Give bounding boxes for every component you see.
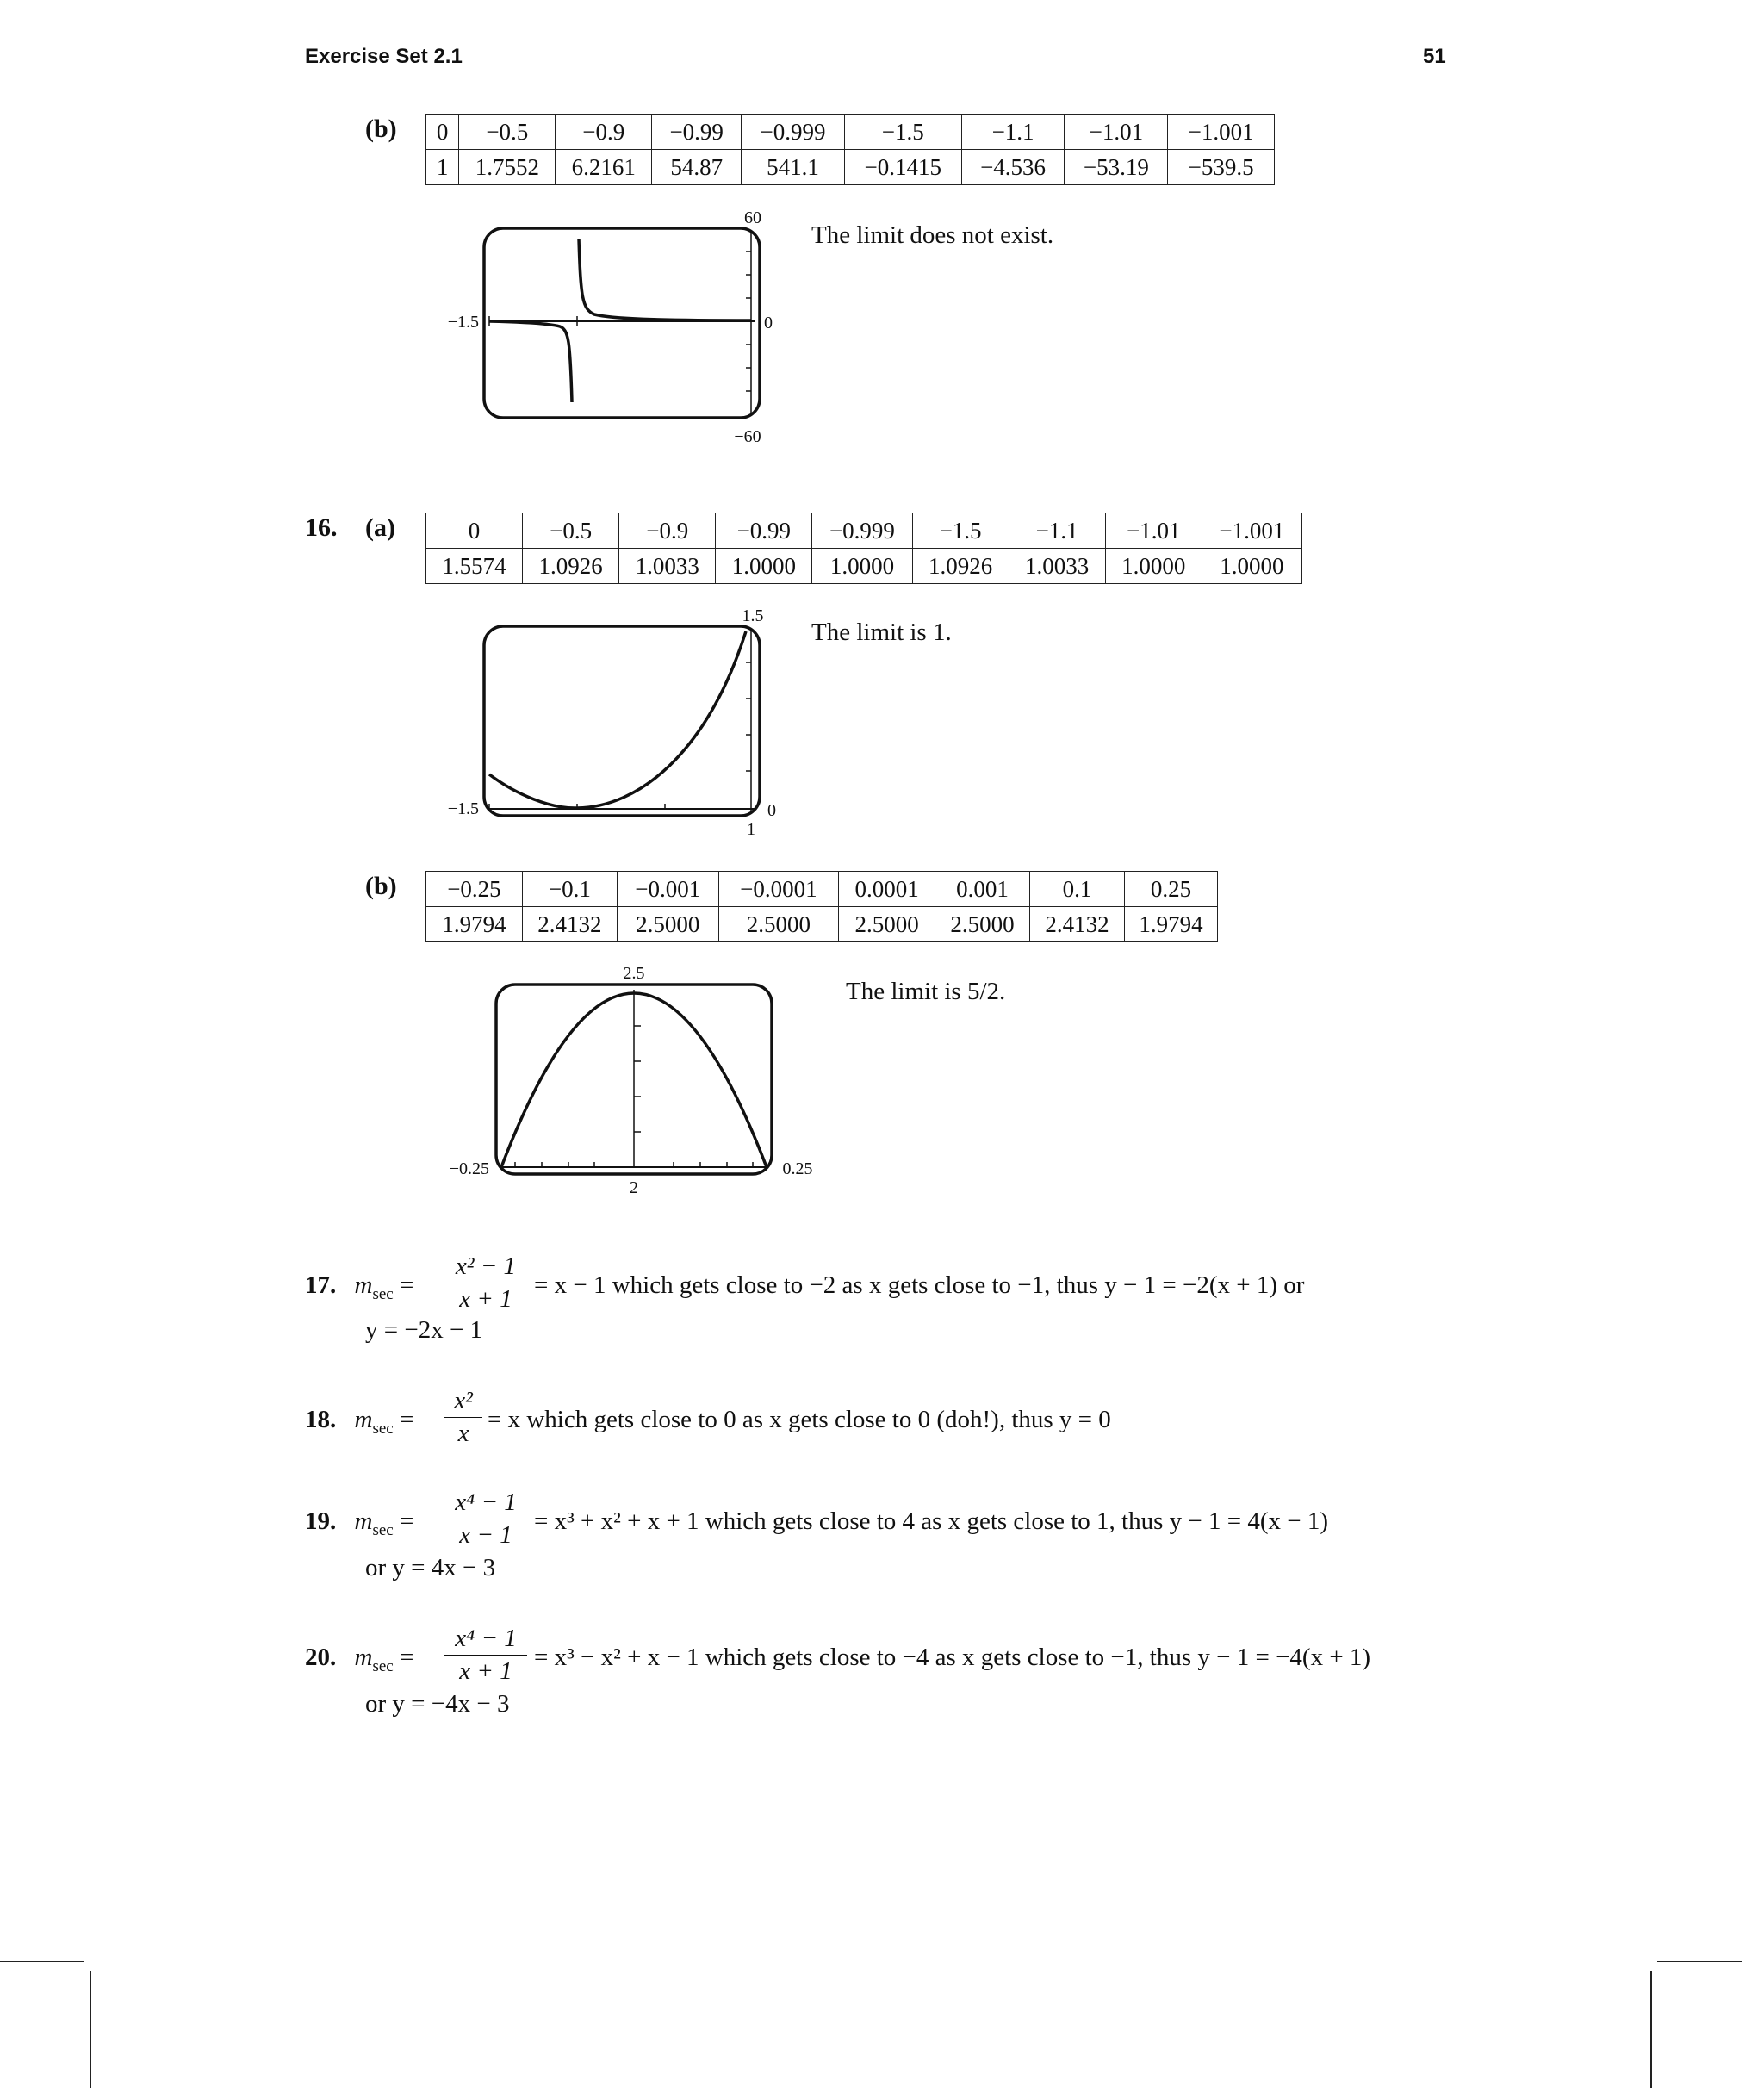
values-table-16a <box>425 513 1302 584</box>
table-cell: 0 <box>426 513 523 549</box>
table-cell: 1.0000 <box>812 549 912 584</box>
statement-17: = x − 1 which gets close to −2 as x gets close to −1, thus y − 1 = −2(x + 1) or <box>534 1271 1305 1299</box>
table-cell: −0.999 <box>742 115 845 150</box>
y-min-label: −60 <box>734 427 761 446</box>
table-cell: 1.0926 <box>523 549 619 584</box>
table-row-x <box>426 872 1218 907</box>
graph-16a <box>431 600 792 854</box>
table-cell: −0.99 <box>652 115 742 150</box>
table-cell: 1.5574 <box>426 549 523 584</box>
problem-17 <box>305 1271 413 1304</box>
table-cell: −0.1 <box>522 872 617 907</box>
table-cell: −1.5 <box>912 513 1009 549</box>
section-title: Exercise Set 2.1 <box>305 45 463 68</box>
msec-symbol: m <box>354 1644 373 1671</box>
denominator: x <box>444 1417 482 1448</box>
table-cell: 2.4132 <box>522 907 617 942</box>
msec-subscript: sec <box>372 1656 394 1675</box>
table-cell: 1.0000 <box>716 549 812 584</box>
statement-19-line2: or y = 4x − 3 <box>365 1554 496 1582</box>
table-cell: −1.01 <box>1065 115 1168 150</box>
table-cell: −0.9 <box>619 513 716 549</box>
denominator: x + 1 <box>444 1283 527 1314</box>
numerator: x⁴ − 1 <box>455 1625 517 1652</box>
table-cell: 0.25 <box>1124 872 1217 907</box>
table-cell: 1.0000 <box>1105 549 1202 584</box>
table-cell: 0.001 <box>935 872 1030 907</box>
table-cell: 1.9794 <box>426 907 523 942</box>
table-cell: 1.0926 <box>912 549 1009 584</box>
msec-subscript: sec <box>372 1520 394 1539</box>
msec-subscript: sec <box>372 1284 394 1303</box>
numerator: x² <box>454 1387 473 1414</box>
problem-19 <box>305 1507 413 1540</box>
problem-number-17: 17. <box>305 1271 337 1299</box>
msec-symbol: m <box>354 1271 373 1299</box>
numerator: x² − 1 <box>455 1252 517 1280</box>
table-cell: 2.5000 <box>718 907 839 942</box>
table-cell: −1.5 <box>844 115 961 150</box>
table-row-y <box>426 150 1275 185</box>
statement-20: = x³ − x² + x − 1 which gets close to −4 as x gets close to −1, thus y − 1 = −4(x + 1) <box>534 1644 1371 1671</box>
table-cell: 2.4132 <box>1029 907 1124 942</box>
table-cell: 1.0033 <box>619 549 716 584</box>
table-cell: −1.1 <box>1009 513 1105 549</box>
conclusion-16b: The limit is 5/2. <box>846 978 1006 1005</box>
table-cell: 0.0001 <box>839 872 935 907</box>
y-max-label: 60 <box>744 208 761 227</box>
statement-18: = x which gets close to 0 as x gets close to 0 (doh!), thus y = 0 <box>488 1406 1111 1433</box>
table-cell: −0.25 <box>426 872 523 907</box>
part-label-15b: (b) <box>365 115 397 143</box>
table-cell: 2.5000 <box>935 907 1030 942</box>
table-cell: 0 <box>426 115 459 150</box>
statement-20-line2: or y = −4x − 3 <box>365 1690 510 1718</box>
table-cell: −0.0001 <box>718 872 839 907</box>
table-cell: −0.999 <box>812 513 912 549</box>
problem-18 <box>305 1406 413 1439</box>
x-left-label: −1.5 <box>447 799 479 818</box>
numerator: x⁴ − 1 <box>455 1488 517 1516</box>
problem-number-16: 16. <box>305 513 338 542</box>
crop-mark <box>90 1971 91 2088</box>
x-right-label: 0 <box>764 314 773 332</box>
fraction-19 <box>444 1488 527 1550</box>
table-row-y <box>426 549 1302 584</box>
denominator: x − 1 <box>444 1519 527 1550</box>
statement-17-line2: y = −2x − 1 <box>365 1316 483 1344</box>
problem-number-20: 20. <box>305 1644 337 1671</box>
values-table-15b <box>425 114 1275 185</box>
table-cell: −0.1415 <box>844 150 961 185</box>
crop-mark <box>0 1961 84 1962</box>
crop-mark <box>1657 1961 1742 1962</box>
table-cell: −0.9 <box>556 115 652 150</box>
y-max-label: 2.5 <box>623 964 645 983</box>
statement-19: = x³ + x² + x + 1 which gets close to 4 as x gets close to 1, thus y − 1 = 4(x − 1) <box>534 1507 1329 1535</box>
table-cell: −539.5 <box>1168 150 1275 185</box>
table-cell: −4.536 <box>961 150 1065 185</box>
table-cell: −1.001 <box>1202 513 1301 549</box>
page-number: 51 <box>1423 45 1446 68</box>
table-cell: −0.99 <box>716 513 812 549</box>
table-cell: 1.0000 <box>1202 549 1301 584</box>
x-right-label: 0.25 <box>782 1159 813 1178</box>
equals-sign: = <box>399 1507 414 1535</box>
table-cell: −0.001 <box>617 872 718 907</box>
fraction-17 <box>444 1252 527 1314</box>
table-cell: −1.1 <box>961 115 1065 150</box>
y-max-label: 1.5 <box>742 606 764 625</box>
y-bottom-label: 1 <box>747 820 755 839</box>
table-row-x <box>426 513 1302 549</box>
table-cell: 541.1 <box>742 150 845 185</box>
conclusion-16a: The limit is 1. <box>811 618 952 646</box>
table-cell: −1.001 <box>1168 115 1275 150</box>
table-cell: −0.5 <box>523 513 619 549</box>
conclusion-15b: The limit does not exist. <box>811 221 1054 249</box>
graph-15b <box>431 202 792 457</box>
fraction-20 <box>444 1625 527 1686</box>
x-left-label: −1.5 <box>447 313 479 332</box>
y-bottom-label: 2 <box>630 1178 638 1197</box>
table-cell: 2.5000 <box>617 907 718 942</box>
table-cell: 0.1 <box>1029 872 1124 907</box>
graph-16b <box>431 959 827 1213</box>
table-row-x <box>426 115 1275 150</box>
msec-symbol: m <box>354 1507 373 1535</box>
x-right-label: 0 <box>767 801 776 820</box>
table-cell: −53.19 <box>1065 150 1168 185</box>
problem-20 <box>305 1644 413 1676</box>
table-cell: 1.7552 <box>459 150 556 185</box>
problem-number-19: 19. <box>305 1507 337 1535</box>
denominator: x + 1 <box>444 1655 527 1686</box>
msec-subscript: sec <box>372 1419 394 1438</box>
crop-mark <box>1650 1971 1652 2088</box>
equals-sign: = <box>399 1271 414 1299</box>
table-cell: 6.2161 <box>556 150 652 185</box>
part-label-16b: (b) <box>365 872 397 900</box>
x-left-label: −0.25 <box>449 1159 489 1178</box>
problem-number-18: 18. <box>305 1406 337 1433</box>
table-cell: 2.5000 <box>839 907 935 942</box>
table-cell: 1.9794 <box>1124 907 1217 942</box>
table-cell: −0.5 <box>459 115 556 150</box>
table-row-y <box>426 907 1218 942</box>
table-cell: 1.0033 <box>1009 549 1105 584</box>
equals-sign: = <box>399 1644 414 1671</box>
equals-sign: = <box>399 1406 414 1433</box>
values-table-16b <box>425 871 1218 942</box>
table-cell: 54.87 <box>652 150 742 185</box>
msec-symbol: m <box>354 1406 373 1433</box>
part-label-16a: (a) <box>365 513 395 542</box>
fraction-18 <box>444 1387 482 1448</box>
table-cell: 1 <box>426 150 459 185</box>
table-cell: −1.01 <box>1105 513 1202 549</box>
